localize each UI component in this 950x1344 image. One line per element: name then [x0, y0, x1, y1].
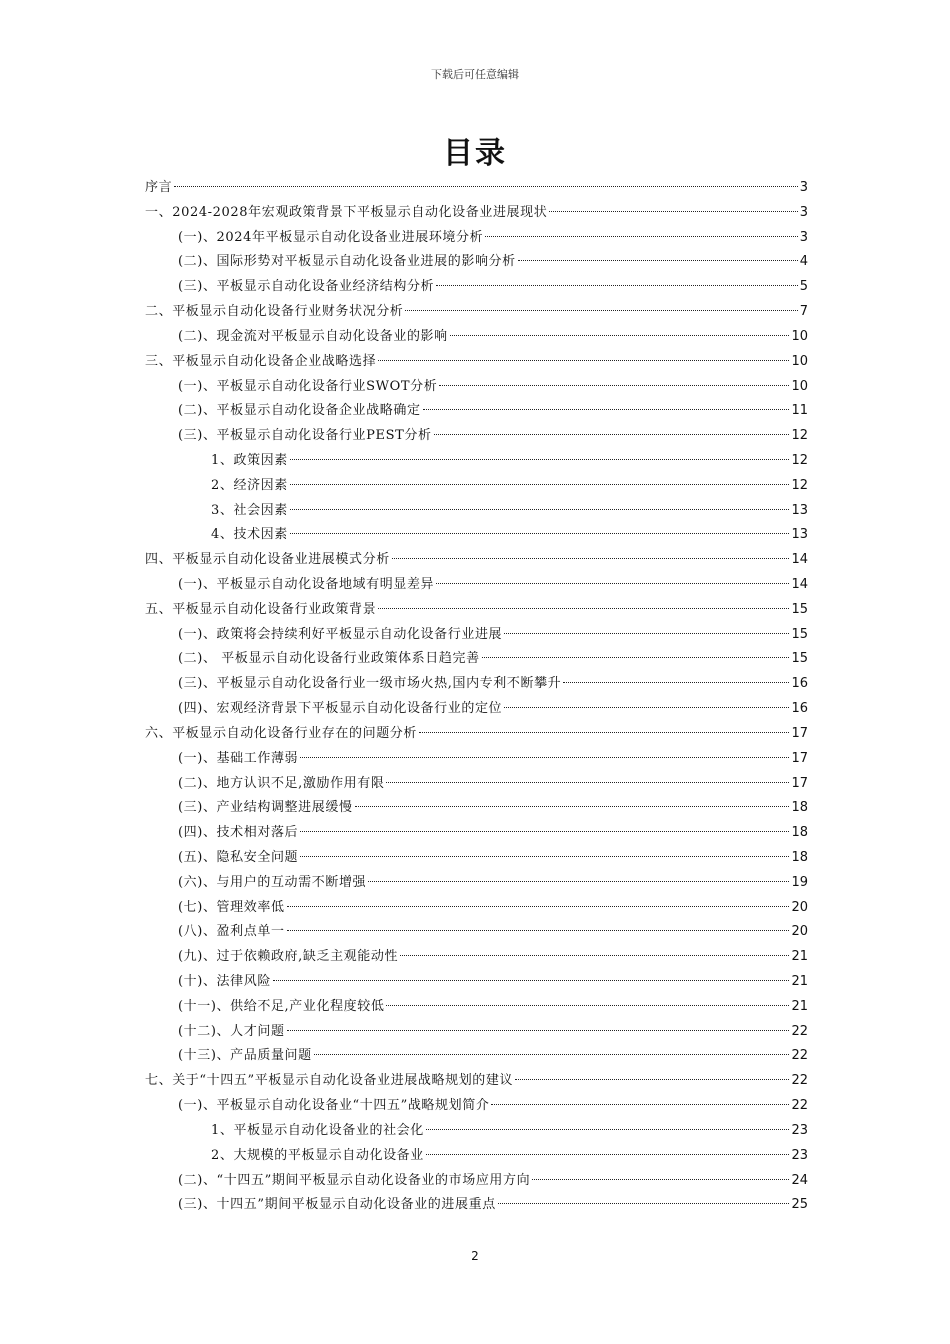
- toc-entry-text: (十一)、供给不足,产业化程度较低: [178, 998, 385, 1014]
- toc-entry-page: 15: [791, 651, 808, 667]
- toc-entry[interactable]: [145, 399, 808, 424]
- toc-leader-dots: [515, 1079, 789, 1080]
- toc-entry-page: 14: [791, 577, 808, 592]
- toc-entry-page: 23: [791, 1147, 808, 1163]
- toc-entry-page: 16: [791, 701, 808, 717]
- toc-entry-text: (三)、十四五”期间平板显示自动化设备业的进展重点: [178, 1197, 496, 1213]
- toc-entry[interactable]: [145, 722, 808, 747]
- toc-entry-page: 21: [791, 949, 808, 965]
- toc-leader-dots: [423, 409, 790, 410]
- toc-leader-dots: [439, 385, 789, 386]
- toc-entry-page: 17: [791, 775, 808, 791]
- toc-leader-dots: [419, 732, 789, 733]
- toc-entry-page: 10: [791, 378, 808, 394]
- toc-entry[interactable]: [145, 424, 808, 449]
- toc-entry-page: 3: [799, 180, 808, 195]
- toc-entry-page: 22: [791, 1048, 808, 1064]
- toc-entry-text: (六)、与用户的互动需不断增强: [178, 874, 367, 890]
- toc-leader-dots: [386, 782, 789, 783]
- toc-entry[interactable]: [145, 350, 808, 375]
- toc-entry-text: (一)、基础工作薄弱: [178, 750, 299, 766]
- toc-entry-page: 23: [791, 1122, 808, 1138]
- toc-entry-page: 16: [791, 676, 808, 692]
- toc-entry-page: 21: [791, 974, 808, 989]
- toc-leader-dots: [485, 236, 797, 237]
- toc-entry[interactable]: [145, 623, 808, 648]
- toc-entry-text: (三)、产业结构调整进展缓慢: [178, 800, 353, 816]
- toc-leader-dots: [563, 682, 789, 683]
- toc-leader-dots: [434, 434, 790, 435]
- toc-entry[interactable]: [145, 970, 808, 995]
- toc-entry[interactable]: [145, 1069, 808, 1094]
- toc-entry-page: 11: [791, 403, 808, 419]
- toc-entry-text: (十三)、产品质量问题: [178, 1048, 312, 1064]
- toc-leader-dots: [482, 657, 790, 658]
- toc-entry-page: 12: [791, 428, 808, 444]
- toc-leader-dots: [174, 186, 798, 187]
- toc-entry[interactable]: [145, 548, 808, 573]
- toc-leader-dots: [287, 930, 790, 931]
- toc-entry-page: 20: [791, 899, 808, 915]
- toc-entry-page: 7: [799, 304, 808, 320]
- toc-leader-dots: [436, 583, 789, 584]
- toc-entry-text: 1、政策因素: [211, 452, 288, 468]
- toc-entry[interactable]: [145, 474, 808, 499]
- toc-entry[interactable]: [145, 375, 808, 400]
- table-of-contents: [145, 176, 808, 1218]
- toc-entry-text: (八)、盈利点单一: [178, 924, 285, 940]
- toc-entry-page: 12: [791, 452, 808, 468]
- toc-entry[interactable]: [145, 672, 808, 697]
- toc-leader-dots: [290, 533, 790, 534]
- toc-entry[interactable]: [145, 1044, 808, 1069]
- toc-leader-dots: [287, 1030, 790, 1031]
- toc-leader-dots: [436, 285, 798, 286]
- toc-leader-dots: [386, 1005, 789, 1006]
- toc-entry-page: 3: [799, 204, 808, 220]
- toc-entry[interactable]: [145, 300, 808, 325]
- toc-entry-text: 五、平板显示自动化设备行业政策背景: [145, 601, 377, 617]
- toc-entry-page: 25: [791, 1197, 808, 1213]
- toc-entry-text: 2、经济因素: [211, 477, 288, 493]
- toc-entry-page: 18: [791, 849, 808, 865]
- toc-entry-page: 21: [791, 998, 808, 1014]
- toc-leader-dots: [300, 757, 789, 758]
- toc-entry-text: (四)、宏观经济背景下平板显示自动化设备行业的定位: [178, 701, 503, 717]
- toc-entry[interactable]: [145, 1193, 808, 1218]
- toc-entry-text: (九)、过于依赖政府,缺乏主观能动性: [178, 949, 399, 965]
- toc-entry-text: (二)、“十四五”期间平板显示自动化设备业的市场应用方向: [178, 1172, 531, 1188]
- toc-leader-dots: [287, 906, 790, 907]
- toc-entry-page: 18: [791, 800, 808, 816]
- toc-entry-text: 1、平板显示自动化设备业的社会化: [211, 1122, 424, 1138]
- toc-leader-dots: [498, 1203, 790, 1204]
- toc-entry-text: (二)、 平板显示自动化设备行业政策体系日趋完善: [178, 651, 480, 667]
- toc-entry[interactable]: [145, 523, 808, 548]
- toc-entry[interactable]: [145, 449, 808, 474]
- toc-entry[interactable]: [145, 945, 808, 970]
- toc-entry[interactable]: [145, 226, 808, 251]
- toc-leader-dots: [426, 1154, 790, 1155]
- toc-entry-text: 三、平板显示自动化设备企业战略选择: [145, 353, 377, 369]
- toc-entry[interactable]: [145, 920, 808, 945]
- toc-entry[interactable]: [145, 598, 808, 623]
- toc-leader-dots: [300, 856, 789, 857]
- toc-entry-text: (三)、平板显示自动化设备业经济结构分析: [178, 279, 435, 295]
- toc-entry-text: (一)、平板显示自动化设备业“十四五”战略规划简介: [178, 1098, 490, 1114]
- header-note: 下载后可任意编辑: [431, 68, 519, 81]
- toc-entry-page: 10: [791, 353, 808, 369]
- toc-leader-dots: [504, 707, 789, 708]
- toc-entry-page: 5: [799, 279, 808, 295]
- toc-leader-dots: [400, 955, 789, 956]
- toc-entry[interactable]: [145, 1020, 808, 1045]
- toc-entry-page: 15: [791, 601, 808, 617]
- toc-leader-dots: [273, 980, 790, 981]
- toc-leader-dots: [450, 335, 790, 336]
- toc-leader-dots: [549, 211, 797, 212]
- toc-entry-page: 3: [799, 229, 808, 245]
- toc-entry-text: 七、关于“十四五”平板显示自动化设备业进展战略规划的建议: [145, 1073, 514, 1089]
- toc-entry-text: (一)、2024年平板显示自动化设备业进展环境分析: [178, 229, 484, 245]
- toc-entry[interactable]: [145, 176, 808, 201]
- toc-entry-text: 四、平板显示自动化设备业进展模式分析: [145, 552, 390, 568]
- toc-entry[interactable]: [145, 499, 808, 524]
- toc-leader-dots: [532, 1179, 789, 1180]
- toc-entry-text: 4、技术因素: [211, 527, 288, 543]
- toc-entry-text: (四)、技术相对落后: [178, 825, 299, 841]
- toc-entry[interactable]: [145, 747, 808, 772]
- toc-entry-page: 17: [791, 750, 808, 766]
- toc-entry-text: (一)、政策将会持续利好平板显示自动化设备行业进展: [178, 626, 503, 642]
- toc-entry-page: 19: [791, 874, 808, 890]
- toc-leader-dots: [290, 484, 790, 485]
- toc-entry-page: 18: [791, 825, 808, 841]
- toc-entry-page: 14: [791, 552, 808, 568]
- toc-entry[interactable]: [145, 995, 808, 1020]
- toc-entry[interactable]: [145, 1169, 808, 1194]
- toc-entry-page: 10: [791, 328, 808, 344]
- toc-entry-text: 2、大规模的平板显示自动化设备业: [211, 1147, 424, 1163]
- toc-entry-page: 24: [791, 1172, 808, 1188]
- toc-entry-page: 4: [799, 254, 808, 270]
- toc-entry-text: (二)、平板显示自动化设备企业战略确定: [178, 403, 421, 419]
- toc-leader-dots: [355, 806, 790, 807]
- toc-entry[interactable]: [145, 250, 808, 275]
- toc-entry[interactable]: [145, 821, 808, 846]
- toc-entry-page: 22: [791, 1073, 808, 1089]
- toc-leader-dots: [378, 360, 789, 361]
- toc-entry[interactable]: [145, 1094, 808, 1119]
- toc-entry[interactable]: [145, 201, 808, 226]
- toc-entry-text: (七)、管理效率低: [178, 899, 285, 915]
- toc-entry-text: 六、平板显示自动化设备行业存在的问题分析: [145, 725, 418, 741]
- toc-entry-text: (二)、国际形势对平板显示自动化设备业进展的影响分析: [178, 254, 516, 270]
- toc-entry-text: (一)、平板显示自动化设备行业SWOT分析: [178, 378, 438, 394]
- toc-entry-page: 15: [791, 626, 808, 642]
- toc-entry-text: 序言: [145, 180, 173, 195]
- toc-entry[interactable]: [145, 697, 808, 722]
- toc-leader-dots: [368, 881, 789, 882]
- toc-entry[interactable]: [145, 796, 808, 821]
- toc-entry-text: (三)、平板显示自动化设备行业一级市场火热,国内专利不断攀升: [178, 676, 562, 692]
- page-number: 2: [471, 1249, 479, 1263]
- toc-leader-dots: [290, 509, 790, 510]
- toc-entry-text: 一、2024-2028年宏观政策背景下平板显示自动化设备业进展现状: [145, 204, 548, 220]
- toc-leader-dots: [300, 831, 789, 832]
- toc-entry-page: 17: [791, 725, 808, 741]
- toc-title: 目录: [443, 136, 507, 171]
- toc-entry-text: (五)、隐私安全问题: [178, 849, 299, 865]
- toc-entry-text: 二、平板显示自动化设备行业财务状况分析: [145, 304, 404, 320]
- toc-entry-page: 12: [791, 477, 808, 493]
- toc-entry[interactable]: [145, 772, 808, 797]
- toc-entry-text: (一)、平板显示自动化设备地域有明显差异: [178, 577, 435, 592]
- toc-entry[interactable]: [145, 896, 808, 921]
- toc-entry-text: (二)、现金流对平板显示自动化设备业的影响: [178, 328, 448, 344]
- toc-entry[interactable]: [145, 1119, 808, 1144]
- toc-entry-page: 22: [791, 1098, 808, 1114]
- toc-leader-dots: [426, 1129, 790, 1130]
- toc-entry-text: (二)、地方认识不足,激励作用有限: [178, 775, 385, 791]
- toc-leader-dots: [378, 608, 789, 609]
- toc-entry[interactable]: [145, 325, 808, 350]
- toc-leader-dots: [518, 260, 798, 261]
- toc-entry-page: 13: [791, 502, 808, 518]
- toc-entry[interactable]: [145, 871, 808, 896]
- toc-leader-dots: [314, 1054, 790, 1055]
- toc-leader-dots: [491, 1104, 789, 1105]
- toc-leader-dots: [405, 310, 797, 311]
- toc-entry[interactable]: [145, 846, 808, 871]
- toc-entry-page: 13: [791, 527, 808, 543]
- toc-entry-text: 3、社会因素: [211, 502, 288, 518]
- toc-entry-text: (十)、法律风险: [178, 974, 271, 989]
- toc-leader-dots: [392, 558, 790, 559]
- toc-entry[interactable]: [145, 573, 808, 598]
- toc-leader-dots: [290, 459, 790, 460]
- toc-entry-page: 20: [791, 924, 808, 940]
- toc-leader-dots: [504, 633, 789, 634]
- toc-entry[interactable]: [145, 1144, 808, 1169]
- toc-entry[interactable]: [145, 275, 808, 300]
- toc-entry-page: 22: [791, 1023, 808, 1039]
- toc-entry-text: (十二)、人才问题: [178, 1023, 285, 1039]
- toc-entry-text: (三)、平板显示自动化设备行业PEST分析: [178, 428, 432, 444]
- toc-entry[interactable]: [145, 647, 808, 672]
